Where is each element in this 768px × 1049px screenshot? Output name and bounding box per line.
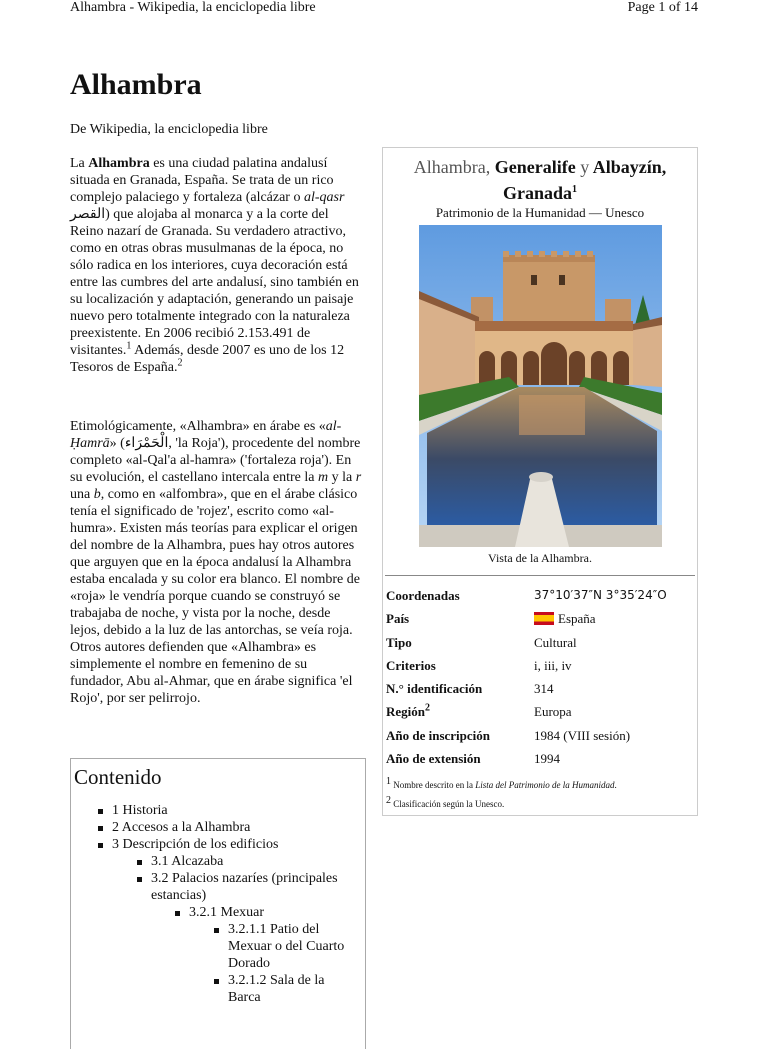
table-row: Región$^2$ Europa [386, 703, 572, 720]
toc-item[interactable]: 2 Accesos a la Alhambra [112, 819, 365, 836]
infobox [382, 147, 698, 816]
alhambra-photo[interactable] [419, 225, 662, 547]
divider [385, 575, 695, 576]
toc-item[interactable]: 3.2 Palacios nazaríes (principales estancias) [151, 870, 356, 904]
site-subtitle: De Wikipedia, la enciclopedia libre [70, 122, 268, 137]
page-number: Page 1 of 14 [627, 0, 698, 15]
bold-term: Alhambra [88, 156, 150, 171]
intro-paragraph: La Alhambra es una ciudad palatina andalusí situada en Granada, España. Se trata de un rico complejo palaciego y fortaleza (alcázar o al-qasr القصر) que alojaba al monarca y a la corte del Reino nazarí de Granada. Su verdadero atractivo, como en otras obras musulmanas de la época, no sólo radica en los interiores, cuya decoración está entre las cumbres del arte andalusí, sino también en su localización y adaptación, generando un paisaje nuevo pero totalmente integrado con la naturaleza preexistente. En 2006 recibió 2.153.491 de visitantes.$^1$ Además, desde 2007 es uno de los 12 Tesoros de España.$^2$ [70, 156, 359, 375]
coordinates-link[interactable]: 37°10′37″N 3°35′24″O [534, 588, 667, 602]
footnote-ref[interactable]: 2 [177, 357, 183, 369]
table-row: N.° identificación 314 [386, 681, 554, 697]
infobox-table [386, 588, 696, 774]
toc-title: Contenido [74, 765, 162, 789]
infobox-subtitle: Patrimonio de la Humanidad — Unesco [435, 205, 645, 220]
toc-item[interactable]: 3 Descripción de los edificios [112, 836, 365, 853]
toc-item[interactable]: 1 Historia [112, 802, 365, 819]
table-row: País España [386, 611, 596, 627]
table-row: Tipo Cultural [386, 634, 577, 650]
etymology-paragraph: Etimológicamente, «Alhambra» en árabe es «al-Ḥamrā» (الْحَمْرَاء, 'la Roja'), procedente del nombre completo «al-Qal'a al-hamra» ('fortaleza roja'). En su evolución, el castellano intercala entre la m y la r una b, como en «alfombra», que en el árabe clásico tenía el significado de 'rojez', escrito como «al-humra». Existen más teorías para explicar el origen del nombre de la Alhambra, pues hay otros autores que arguyen que en la época andalusí la Alhambra estaba encalada y su color era blanco. El nombre de «roja» le vendría porque cuando se construyó se trabajaba de noche, y vista por la noche, desde lejos, debido a la luz de las antorchas, se veía roja. Otros autores defienden que «Alhambra» es simplemente el nombre en femenino de su fundador, Abu al-Ahmar, que en árabe significa 'el Rojo', por ser pelirrojo. [70, 419, 362, 706]
photo-caption: Vista de la Alhambra. [488, 551, 592, 565]
table-of-contents [70, 758, 366, 1049]
infobox-title: Alhambra, Generalife y Albayzín, Granada$^1$ [413, 157, 667, 203]
footnote-ref[interactable]: 1 [126, 340, 132, 352]
toc-item[interactable]: 3.2.1 Mexuar [189, 904, 365, 921]
toc-item[interactable]: 3.2.1.1 Patio del Mexuar o del Cuarto Dorado [228, 921, 363, 972]
page-title: Alhambra [70, 68, 202, 101]
spain-flag-icon [534, 612, 554, 625]
table-row: Criterios i, iii, iv [386, 657, 572, 673]
table-row: Año de extensión 1994 [386, 751, 560, 767]
table-row: Año de inscripción 1984 (VIII sesión) [386, 727, 631, 743]
toc-item[interactable]: 3.1 Alcazaba [151, 853, 365, 870]
page-header [70, 0, 698, 20]
infobox-notes: $^1$ Nombre descrito en la Lista del Patrimonio de la Humanidad. $^2$ Clasificación según la Unesco. [386, 776, 617, 809]
table-row: Coordenadas 37°10′37″N 3°35′24″O [386, 588, 667, 603]
toc-item[interactable]: 3.2.1.2 Sala de la Barca [228, 972, 338, 1006]
header-title: Alhambra - Wikipedia, la enciclopedia libre [70, 0, 316, 15]
